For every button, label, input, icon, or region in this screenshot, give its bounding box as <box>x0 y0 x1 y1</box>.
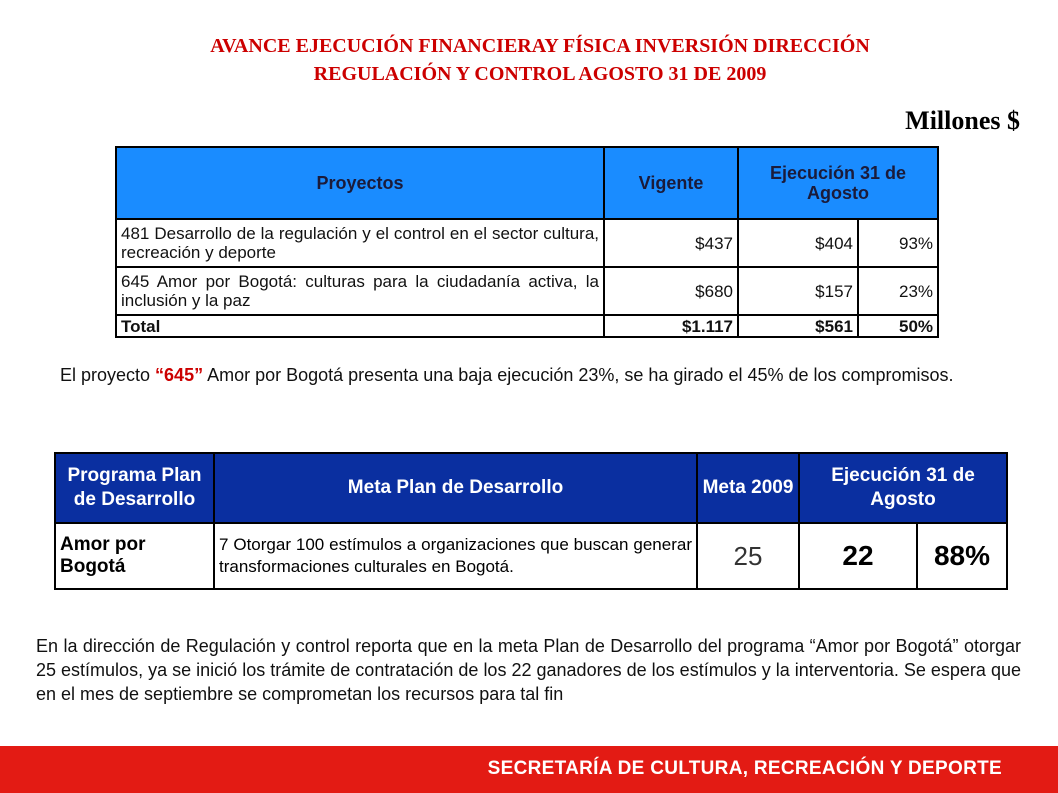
project-summary-paragraph <box>60 362 980 388</box>
total-vigente: $1.117 <box>604 315 738 337</box>
goals-table <box>54 452 1008 590</box>
table-row <box>116 219 938 267</box>
units-label: Millones $ <box>905 106 1020 135</box>
total-row <box>116 315 938 337</box>
row-pct: 93% <box>858 219 938 267</box>
row-ejecucion: $404 <box>738 219 858 267</box>
header-programa: Programa Plan de Desarrollo <box>55 453 214 523</box>
table-row <box>116 267 938 315</box>
footer-organization: SECRETARÍA DE CULTURA, RECREACIÓN Y DEPORTE <box>487 758 1002 779</box>
title-line-1: AVANCE EJECUCIÓN FINANCIERAY FÍSICA INVERSIÓN DIRECCIÓN <box>210 35 870 57</box>
row-meta-2009: 25 <box>697 523 799 589</box>
total-pct: 50% <box>858 315 938 337</box>
title-line-2: REGULACIÓN Y CONTROL AGOSTO 31 DE 2009 <box>313 63 767 85</box>
regulation-report-paragraph: En la dirección de Regulación y control reporta que en la meta Plan de Desarrollo del programa “Amor por Bogotá” otorgar 25 estímulos, ya se inició los trámite de contratación de los 22 ganadores de los estímulos y la interventoria. Se espera que en el mes de septiembre se comprometan los recursos para tal fin <box>36 636 1021 704</box>
row-programa: Amor por Bogotá <box>55 523 214 589</box>
header-vigente: Vigente <box>604 147 738 219</box>
para1-before: El proyecto <box>60 365 156 385</box>
header-ejecucion: Ejecución 31 de Agosto <box>738 147 938 219</box>
financial-table-header <box>116 147 938 219</box>
footer-bar <box>0 746 1058 793</box>
total-ejecucion: $561 <box>738 315 858 337</box>
row-vigente: $680 <box>604 267 738 315</box>
row-meta: 7 Otorgar 100 estímulos a organizaciones que buscan generar transformaciones culturales en Bogotá. <box>214 523 697 589</box>
row-ejecucion: 22 <box>799 523 917 589</box>
goals-table-header <box>55 453 1007 523</box>
para1-after: Amor por Bogotá presenta una baja ejecución 23%, se ha girado el 45% de los compromisos. <box>203 365 954 385</box>
project-code-highlight: “645” <box>155 365 204 385</box>
row-vigente: $437 <box>604 219 738 267</box>
page-title <box>90 32 990 88</box>
header-proyectos: Proyectos <box>116 147 604 219</box>
row-pct: 23% <box>858 267 938 315</box>
header-meta-2009: Meta 2009 <box>697 453 799 523</box>
table-row <box>55 523 1007 589</box>
row-pct: 88% <box>917 523 1007 589</box>
row-proyecto: 645 Amor por Bogotá: culturas para la ciudadanía activa, la inclusión y la paz <box>116 267 604 315</box>
financial-table <box>115 146 939 338</box>
row-ejecucion: $157 <box>738 267 858 315</box>
row-proyecto: 481 Desarrollo de la regulación y el control en el sector cultura, recreación y deporte <box>116 219 604 267</box>
header-ejecucion-agosto: Ejecución 31 de Agosto <box>799 453 1007 523</box>
total-label: Total <box>116 315 604 337</box>
header-meta: Meta Plan de Desarrollo <box>214 453 697 523</box>
